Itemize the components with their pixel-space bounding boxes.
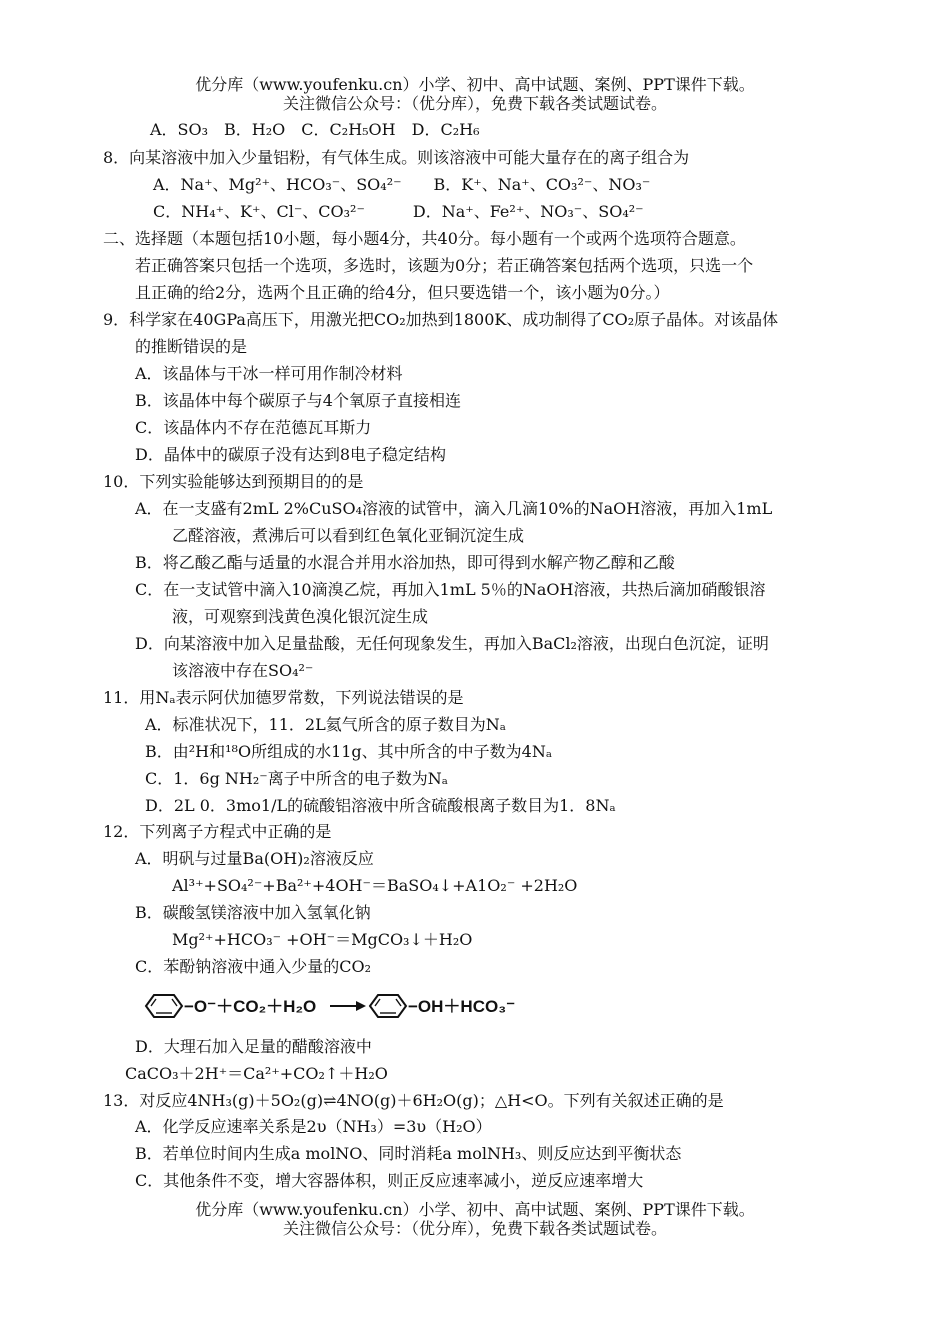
header-line-1: 优分库（www.youfenku.cn）小学、初中、高中试题、案例、PPT课件下载。 (195, 75, 755, 94)
q8-options-cd: C．NH₄⁺、K⁺、Cl⁻、CO₃²⁻ D．Na⁺、Fe²⁺、NO₃⁻、SO₄²⁻ (153, 202, 644, 221)
q13-option-a: A．化学反应速率关系是2υ（NH₃）=3υ（H₂O） (135, 1117, 492, 1136)
q11-option-c: C．1．6g NH₂⁻离子中所含的电子数为Nₐ (145, 769, 448, 788)
q10-option-d-2: 该溶液中存在SO₄²⁻ (172, 661, 314, 680)
benzene-ring-left-icon (146, 995, 182, 1017)
q11-stem: 11．用Nₐ表示阿伏加德罗常数，下列说法错误的是 (103, 688, 464, 707)
q13-option-b: B．若单位时间内生成a molNO、同时消耗a molNH₃、则反应达到平衡状态 (135, 1144, 682, 1163)
q11-option-d: D．2L 0．3mo1/L的硫酸铝溶液中所含硫酸根离子数目为1．8Nₐ (145, 796, 616, 815)
footer-line-1: 优分库（www.youfenku.cn）小学、初中、高中试题、案例、PPT课件下载。 (195, 1200, 755, 1219)
q11-option-a: A．标准状况下，11．2L氦气所含的原子数目为Nₐ (145, 715, 506, 734)
q12-option-b: B．碳酸氢镁溶液中加入氢氧化钠 (135, 903, 371, 922)
q12-option-a: A．明矾与过量Ba(OH)₂溶液反应 (135, 849, 374, 868)
section2-line-2: 若正确答案只包括一个选项，多选时，该题为0分；若正确答案包括两个选项，只选一个 (135, 256, 754, 275)
q10-option-b: B．将乙酸乙酯与适量的水混合并用水浴加热，即可得到水解产物乙醇和乙酸 (135, 553, 675, 572)
q12-option-d: D．大理石加入足量的醋酸溶液中 (135, 1037, 372, 1056)
q10-option-d-1: D．向某溶液中加入足量盐酸，无任何现象发生，再加入BaCl₂溶液，出现白色沉淀，证明 (135, 634, 769, 653)
q9-option-a: A．该晶体与干冰一样可用作制冷材料 (135, 364, 403, 383)
q10-option-a-1: A．在一支盛有2mL 2%CuSO₄溶液的试管中，滴入几滴10%的NaOH溶液，再加入1mL (135, 499, 773, 518)
q12-option-d-equation: CaCO₃＋2H⁺＝Ca²⁺+CO₂↑＋H₂O (125, 1064, 388, 1083)
phenoxide-equation-left: −O⁻＋CO₂＋H₂O (184, 997, 317, 1016)
q9-option-c: C．该晶体内不存在范德瓦耳斯力 (135, 418, 372, 437)
q8-options-ab: A．Na⁺、Mg²⁺、HCO₃⁻、SO₄²⁻ B．K⁺、Na⁺、CO₃²⁻、NO₃⁻ (153, 175, 651, 194)
reaction-arrow-icon (330, 1001, 366, 1011)
q7-options: A．SO₃ B．H₂O C．C₂H₅OH D．C₂H₆ (150, 120, 480, 139)
q10-option-c-1: C．在一支试管中滴入10滴溴乙烷，再加入1mL 5％的NaOH溶液，共热后滴加硝酸银溶 (135, 580, 766, 599)
phenoxide-equation (142, 985, 542, 1027)
footer-line-2: 关注微信公众号：（优分库），免费下载各类试题试卷。 (282, 1219, 667, 1238)
phenoxide-equation-right: −OH＋HCO₃⁻ (408, 997, 516, 1016)
q10-option-a-2: 乙醛溶液，煮沸后可以看到红色氧化亚铜沉淀生成 (172, 526, 525, 545)
header-line-2: 关注微信公众号：（优分库），免费下载各类试题试卷。 (282, 94, 667, 113)
q8-stem: 8．向某溶液中加入少量铝粉，有气体生成。则该溶液中可能大量存在的离子组合为 (103, 148, 690, 167)
q12-option-b-equation: Mg²⁺+HCO₃⁻ +OH⁻＝MgCO₃↓＋H₂O (172, 930, 473, 949)
q11-option-b: B．由²H和¹⁸O所组成的水11g、其中所含的中子数为4Nₐ (145, 742, 553, 761)
benzene-ring-right-icon (370, 995, 406, 1017)
q10-stem: 10．下列实验能够达到预期目的的是 (103, 472, 364, 491)
section2-line-3: 且正确的给2分，选两个且正确的给4分，但只要选错一个，该小题为0分。） (135, 283, 670, 302)
q12-option-a-equation: Al³⁺+SO₄²⁻+Ba²⁺+4OH⁻＝BaSO₄↓+A1O₂⁻ +2H₂O (172, 876, 578, 895)
section2-line-1: 二、选择题（本题包括10小题，每小题4分，共40分。每小题有一个或两个选项符合题意。 (103, 229, 746, 248)
q9-option-b: B．该晶体中每个碳原子与4个氧原子直接相连 (135, 391, 461, 410)
q10-option-c-2: 液，可观察到浅黄色溴化银沉淀生成 (172, 607, 429, 626)
q9-option-d: D．晶体中的碳原子没有达到8电子稳定结构 (135, 445, 447, 464)
q12-stem: 12．下列离子方程式中正确的是 (103, 822, 332, 841)
q9-stem-1: 9．科学家在40GPa高压下，用激光把CO₂加热到1800K、成功制得了CO₂原子晶体。对该晶体 (103, 310, 779, 329)
q13-option-c: C．其他条件不变，增大容器体积，则正反应速率减小，逆反应速率增大 (135, 1171, 644, 1190)
q12-option-c: C．苯酚钠溶液中通入少量的CO₂ (135, 957, 372, 976)
q13-stem: 13．对反应4NH₃(g)＋5O₂(g)⇌4NO(g)＋6H₂O(g)；△H<O。下列有关叙述正确的是 (103, 1091, 724, 1110)
q9-stem-2: 的推断错误的是 (135, 337, 248, 356)
